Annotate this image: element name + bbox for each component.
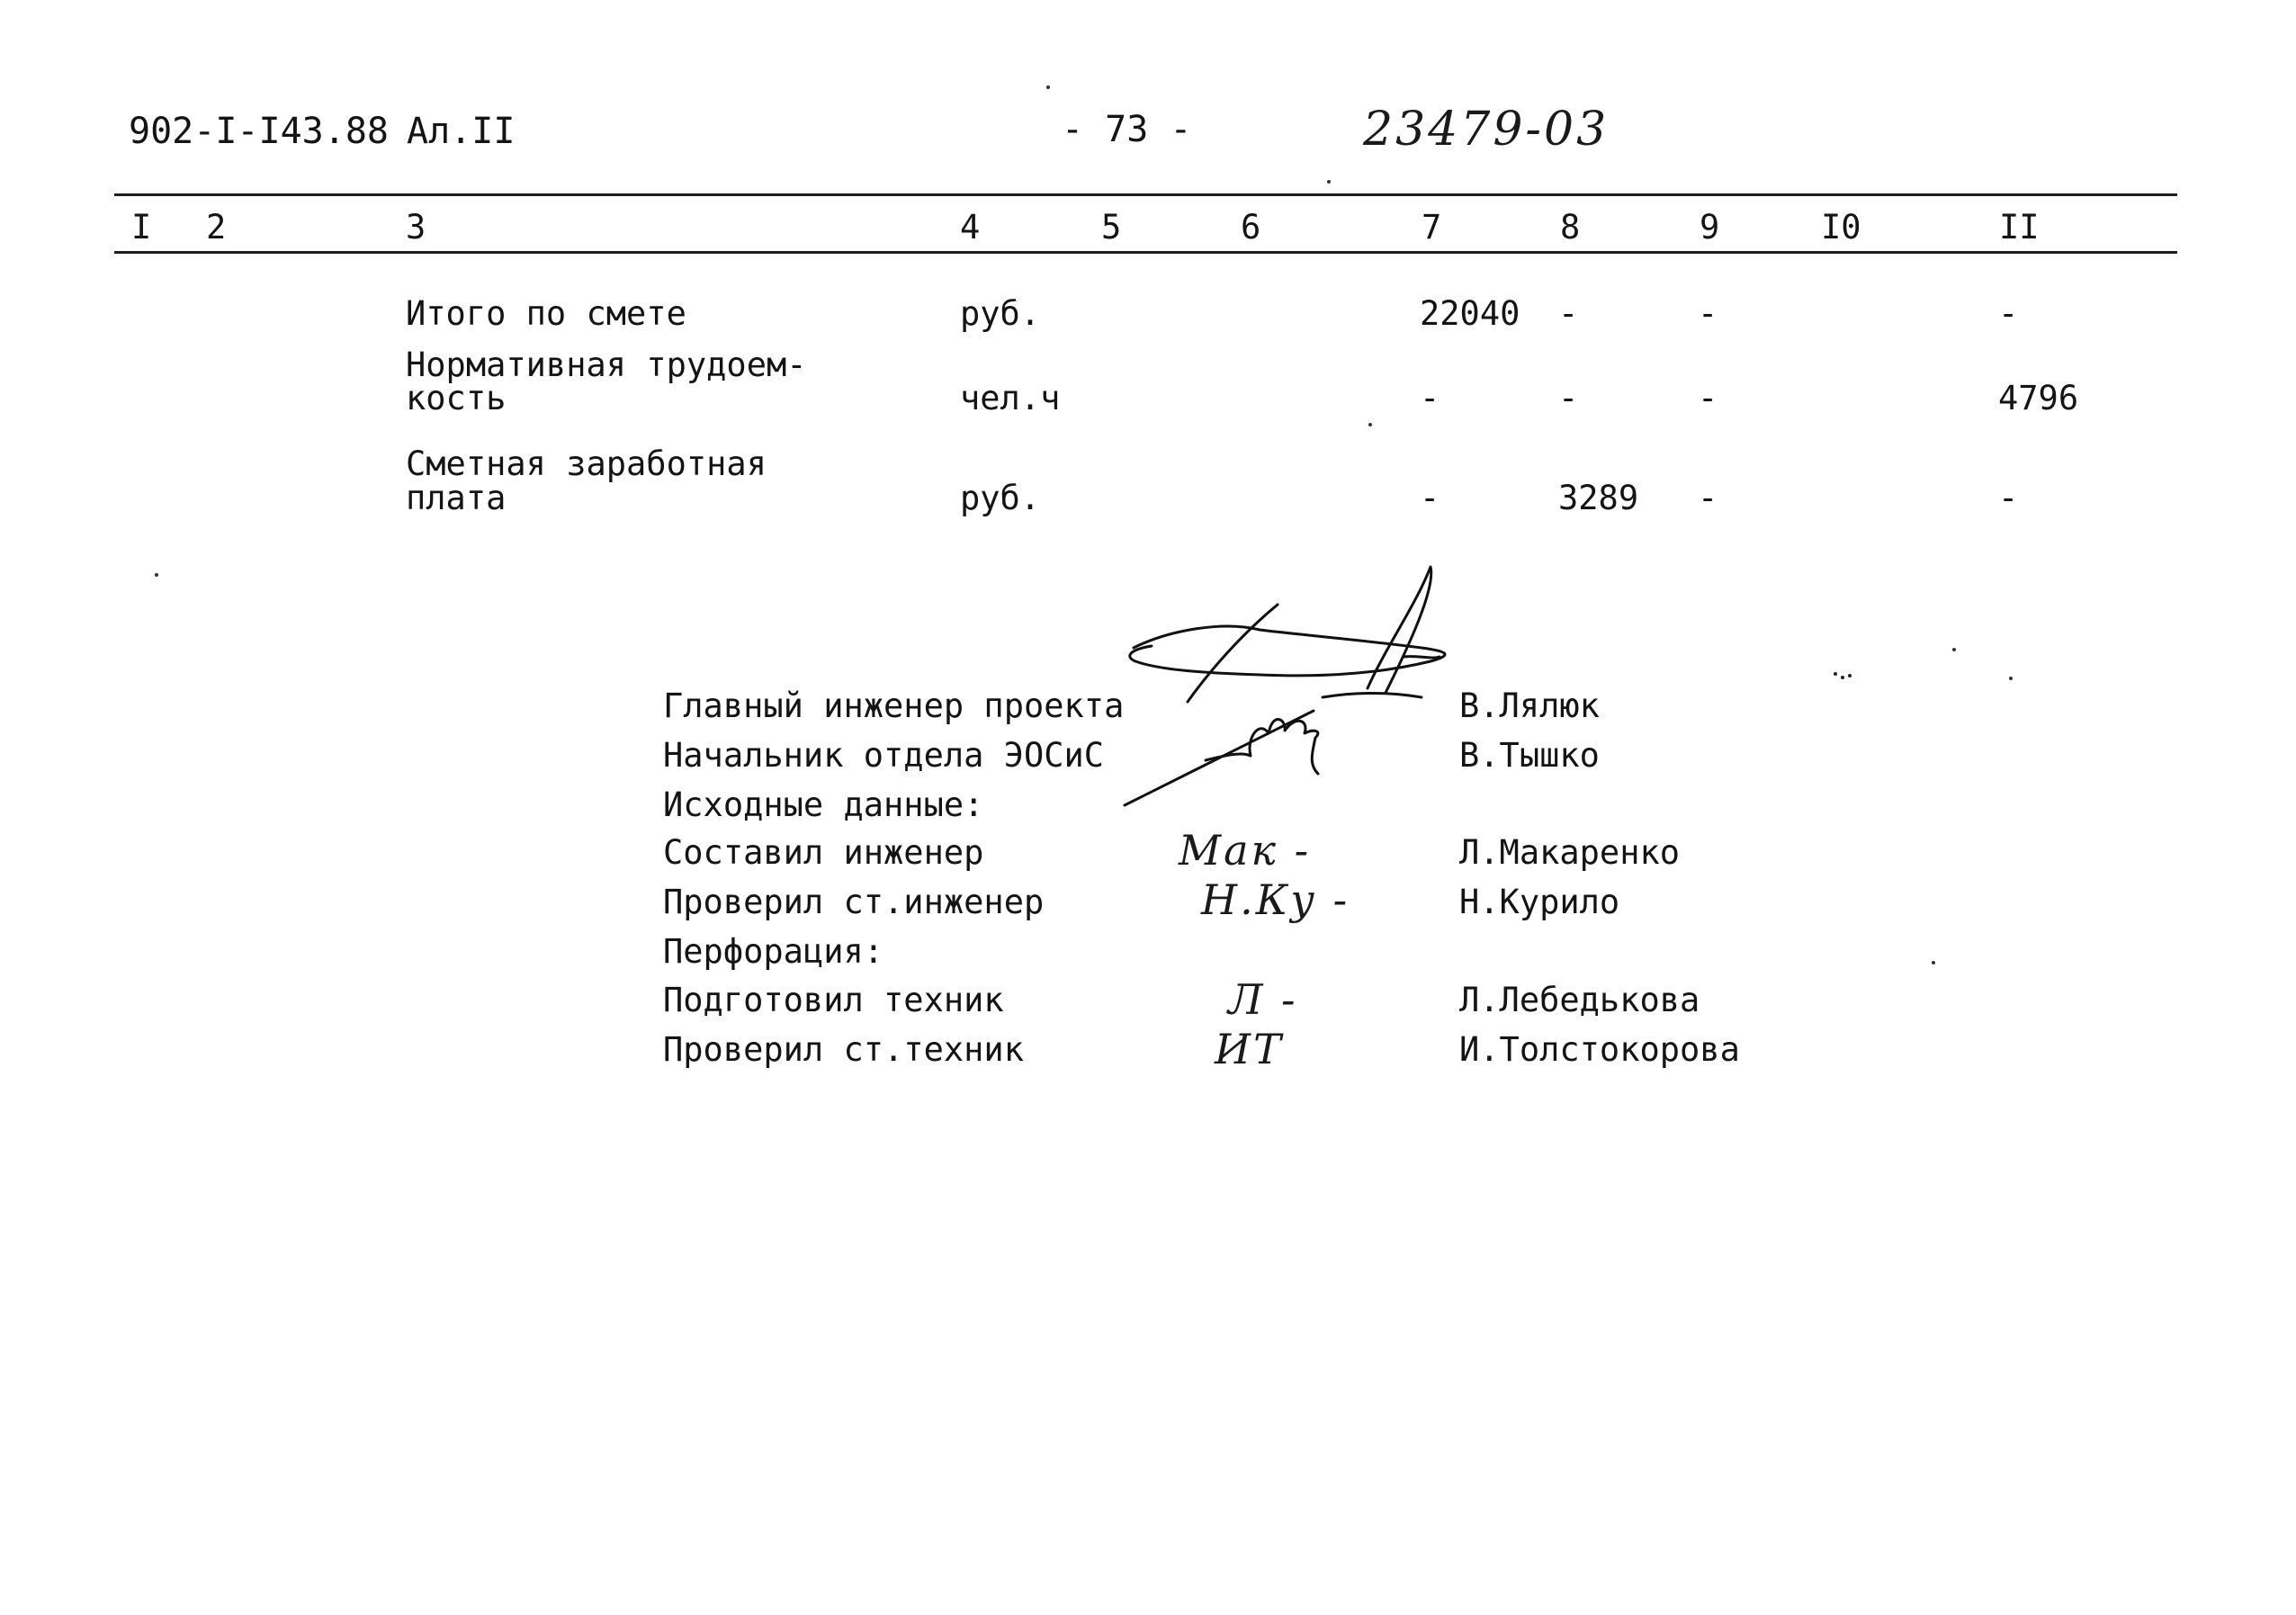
handwritten-initials: ИТ <box>1215 1025 1284 1073</box>
scan-speck <box>1932 961 1935 965</box>
row-name: Нормативная трудоем- <box>406 345 807 384</box>
row-value-col7: 22040 <box>1420 294 1520 333</box>
handwritten-initials: Н.Ку - <box>1201 875 1350 924</box>
handwritten-initials: Мак - <box>1179 826 1312 875</box>
scan-speck <box>155 573 158 577</box>
column-header-5: 5 <box>1101 208 1122 247</box>
column-header-10: I0 <box>1821 208 1861 247</box>
row-value-col11: - <box>1998 479 2019 517</box>
column-header-2: 2 <box>206 208 227 247</box>
row-value-col11: - <box>1998 294 2019 333</box>
signature-role: Проверил ст.инженер <box>663 883 1045 921</box>
signatory-name: В.Тышко <box>1459 736 1600 775</box>
row-value-col9: - <box>1698 294 1718 333</box>
signatory-name: Л.Макаренко <box>1459 833 1681 872</box>
row-unit: руб. <box>960 479 1041 517</box>
column-header-9: 9 <box>1700 208 1720 247</box>
column-header-1: I <box>131 208 152 247</box>
column-header-3: 3 <box>406 208 426 247</box>
row-name-cont: кость <box>406 379 507 417</box>
signature-role: Начальник отдела ЭОСиС <box>663 736 1105 775</box>
inventory-number: 23479-03 <box>1363 103 1610 157</box>
signature-role: Подготовил техник <box>663 981 1004 1019</box>
row-unit: чел.ч <box>960 379 1061 417</box>
scan-speck <box>2009 677 2013 680</box>
row-value-col8: - <box>1558 294 1579 333</box>
row-value-col7: - <box>1420 479 1440 517</box>
signature-role: Исходные данные: <box>663 785 984 824</box>
row-value-col8: 3289 <box>1558 479 1639 517</box>
scan-speck <box>1046 85 1050 89</box>
row-value-col8: - <box>1558 379 1579 417</box>
scan-speck <box>1952 648 1956 651</box>
signatory-name: Л.Лебедькова <box>1459 981 1700 1019</box>
signature-role: Составил инженер <box>663 833 984 872</box>
column-header-6: 6 <box>1241 208 1261 247</box>
row-name: Сметная заработная <box>406 444 767 483</box>
row-unit: руб. <box>960 294 1041 333</box>
column-header-8: 8 <box>1560 208 1581 247</box>
column-header-11: II <box>1999 208 2040 247</box>
signatory-name: И.Толстокорова <box>1459 1030 1740 1069</box>
signature-role: Проверил ст.техник <box>663 1030 1024 1069</box>
row-value-col9: - <box>1698 479 1718 517</box>
row-value-col7: - <box>1420 379 1440 417</box>
signatory-name: В.Лялюк <box>1459 686 1600 725</box>
column-header-7: 7 <box>1422 208 1442 247</box>
row-name: Итого по смете <box>406 294 686 333</box>
column-header-4: 4 <box>960 208 981 247</box>
signature-role: Перфорация: <box>663 932 884 971</box>
document-code: 902-I-I43.88 <box>129 111 389 152</box>
page-number: - 73 - <box>1062 109 1192 150</box>
row-name-cont: плата <box>406 479 507 517</box>
signatory-name: Н.Курило <box>1459 883 1620 921</box>
scan-speck <box>1368 423 1372 426</box>
signature-role: Главный инженер проекта <box>663 686 1125 725</box>
scan-speck <box>1327 180 1331 184</box>
handwritten-initials: Л - <box>1228 975 1298 1024</box>
album-number: Ал.II <box>407 111 516 152</box>
row-value-col11: 4796 <box>1998 379 2079 417</box>
row-value-col9: - <box>1698 379 1718 417</box>
